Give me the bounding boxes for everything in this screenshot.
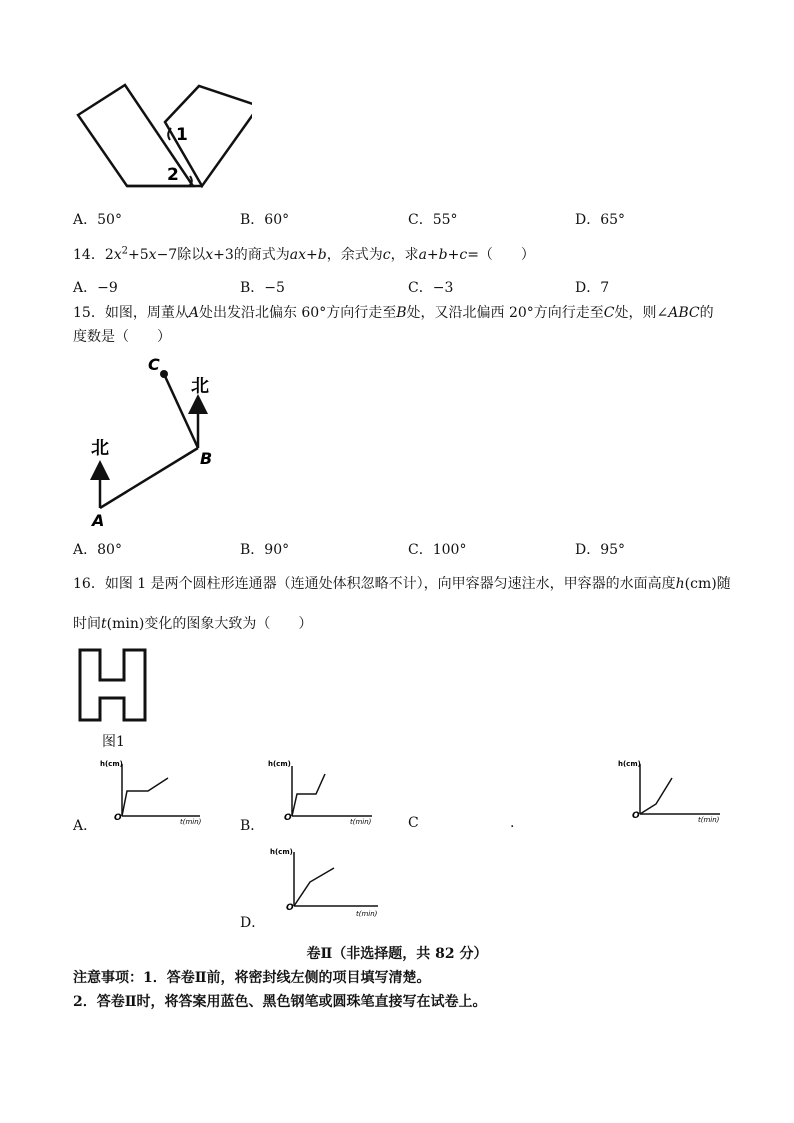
q16-graph-d: [266, 842, 384, 920]
q13-option-b: B．60°: [240, 212, 290, 228]
q15-option-c: C．100°: [408, 542, 467, 558]
q14-stem: 14．$2x^2+5x-7$除以x+3的商式为ax+b，余式为c，求a+b+c=（ ）: [73, 245, 535, 263]
q16-graph-b-line: [292, 774, 325, 816]
q16-option-b-label: B．: [240, 818, 265, 834]
q15-option-d: D．95°: [575, 542, 626, 558]
svg-text:t(min): t(min): [356, 910, 378, 918]
q13-option-a: A．50°: [73, 212, 122, 228]
q16-option-d-label: D．: [240, 915, 266, 931]
svg-text:h(cm): h(cm): [100, 760, 123, 768]
q15-point-c: [160, 370, 168, 378]
svg-text:h(cm): h(cm): [268, 760, 291, 768]
q16-option-a-label: A．: [73, 818, 98, 834]
q16-graph-c-line: [640, 778, 672, 814]
svg-text:h(cm): h(cm): [270, 848, 293, 856]
svg-text:t(min): t(min): [698, 816, 720, 824]
svg-text:O: O: [632, 811, 640, 821]
q13-option-d: D．65°: [575, 212, 626, 228]
section2-title: 卷Ⅱ（非选择题，共 82 分）: [306, 946, 488, 962]
q16-stem-line1: 16．如图 1 是两个圆柱形连通器（连通处体积忽略不计），向甲容器匀速注水，甲容器的水面高度h(cm)随: [73, 576, 731, 592]
q13-label-1: 1: [176, 125, 188, 145]
q15-label-a: A: [92, 511, 105, 530]
q16-option-c-label: C: [408, 815, 419, 831]
q15-north-label-a: 北: [91, 438, 109, 459]
svg-text:h(cm): h(cm): [618, 760, 641, 768]
q16-graph-b: [264, 754, 378, 830]
q14-option-c: C．−3: [408, 280, 454, 296]
svg-text:t(min): t(min): [180, 818, 202, 826]
q14-option-d: D．7: [575, 280, 610, 296]
q13-label-2: 2: [167, 165, 179, 185]
q14-option-b: B．−5: [240, 280, 285, 296]
q15-label-c: C: [148, 355, 160, 374]
q16-option-c-dot: .: [510, 815, 515, 831]
q16-graph-d-line: [294, 868, 334, 906]
svg-text:O: O: [286, 903, 294, 913]
q13-figure: [72, 78, 252, 193]
q15-option-b: B．90°: [240, 542, 290, 558]
section2-note1: 注意事项：1．答卷Ⅱ前，将密封线左侧的项目填写清楚。: [73, 970, 431, 986]
section2-note2: 2．答卷Ⅱ时，将答案用蓝色、黑色钢笔或圆珠笔直接写在试卷上。: [73, 994, 487, 1010]
q16-graph-a: [96, 752, 206, 828]
q15-stem-line1: 15．如图，周董从A处出发沿北偏东 60°方向行走至B处，又沿北偏西 20°方向行走至C处，则∠ABC的: [73, 305, 714, 321]
q15-stem-line2: 度数是（ ）: [73, 329, 171, 345]
q16-figure1: [78, 648, 148, 724]
q15-label-b: B: [200, 449, 213, 468]
q15-option-a: A．80°: [73, 542, 122, 558]
q16-stem-line2: 时间t(min)变化的图象大致为（ ）: [73, 616, 313, 632]
q16-connected-vessels: [80, 650, 145, 720]
q15-figure: [78, 348, 220, 530]
q13-option-c: C．55°: [408, 212, 458, 228]
q16-figure1-caption: 图1: [102, 734, 125, 750]
q16-graph-c: [614, 752, 726, 828]
svg-text:t(min): t(min): [350, 818, 372, 826]
q14-option-a: A．−9: [73, 280, 118, 296]
q15-path-ab: [100, 448, 198, 508]
svg-text:O: O: [114, 813, 122, 823]
q16-graph-a-line: [122, 778, 168, 816]
svg-text:O: O: [284, 813, 292, 823]
q15-north-label-b: 北: [191, 376, 209, 397]
